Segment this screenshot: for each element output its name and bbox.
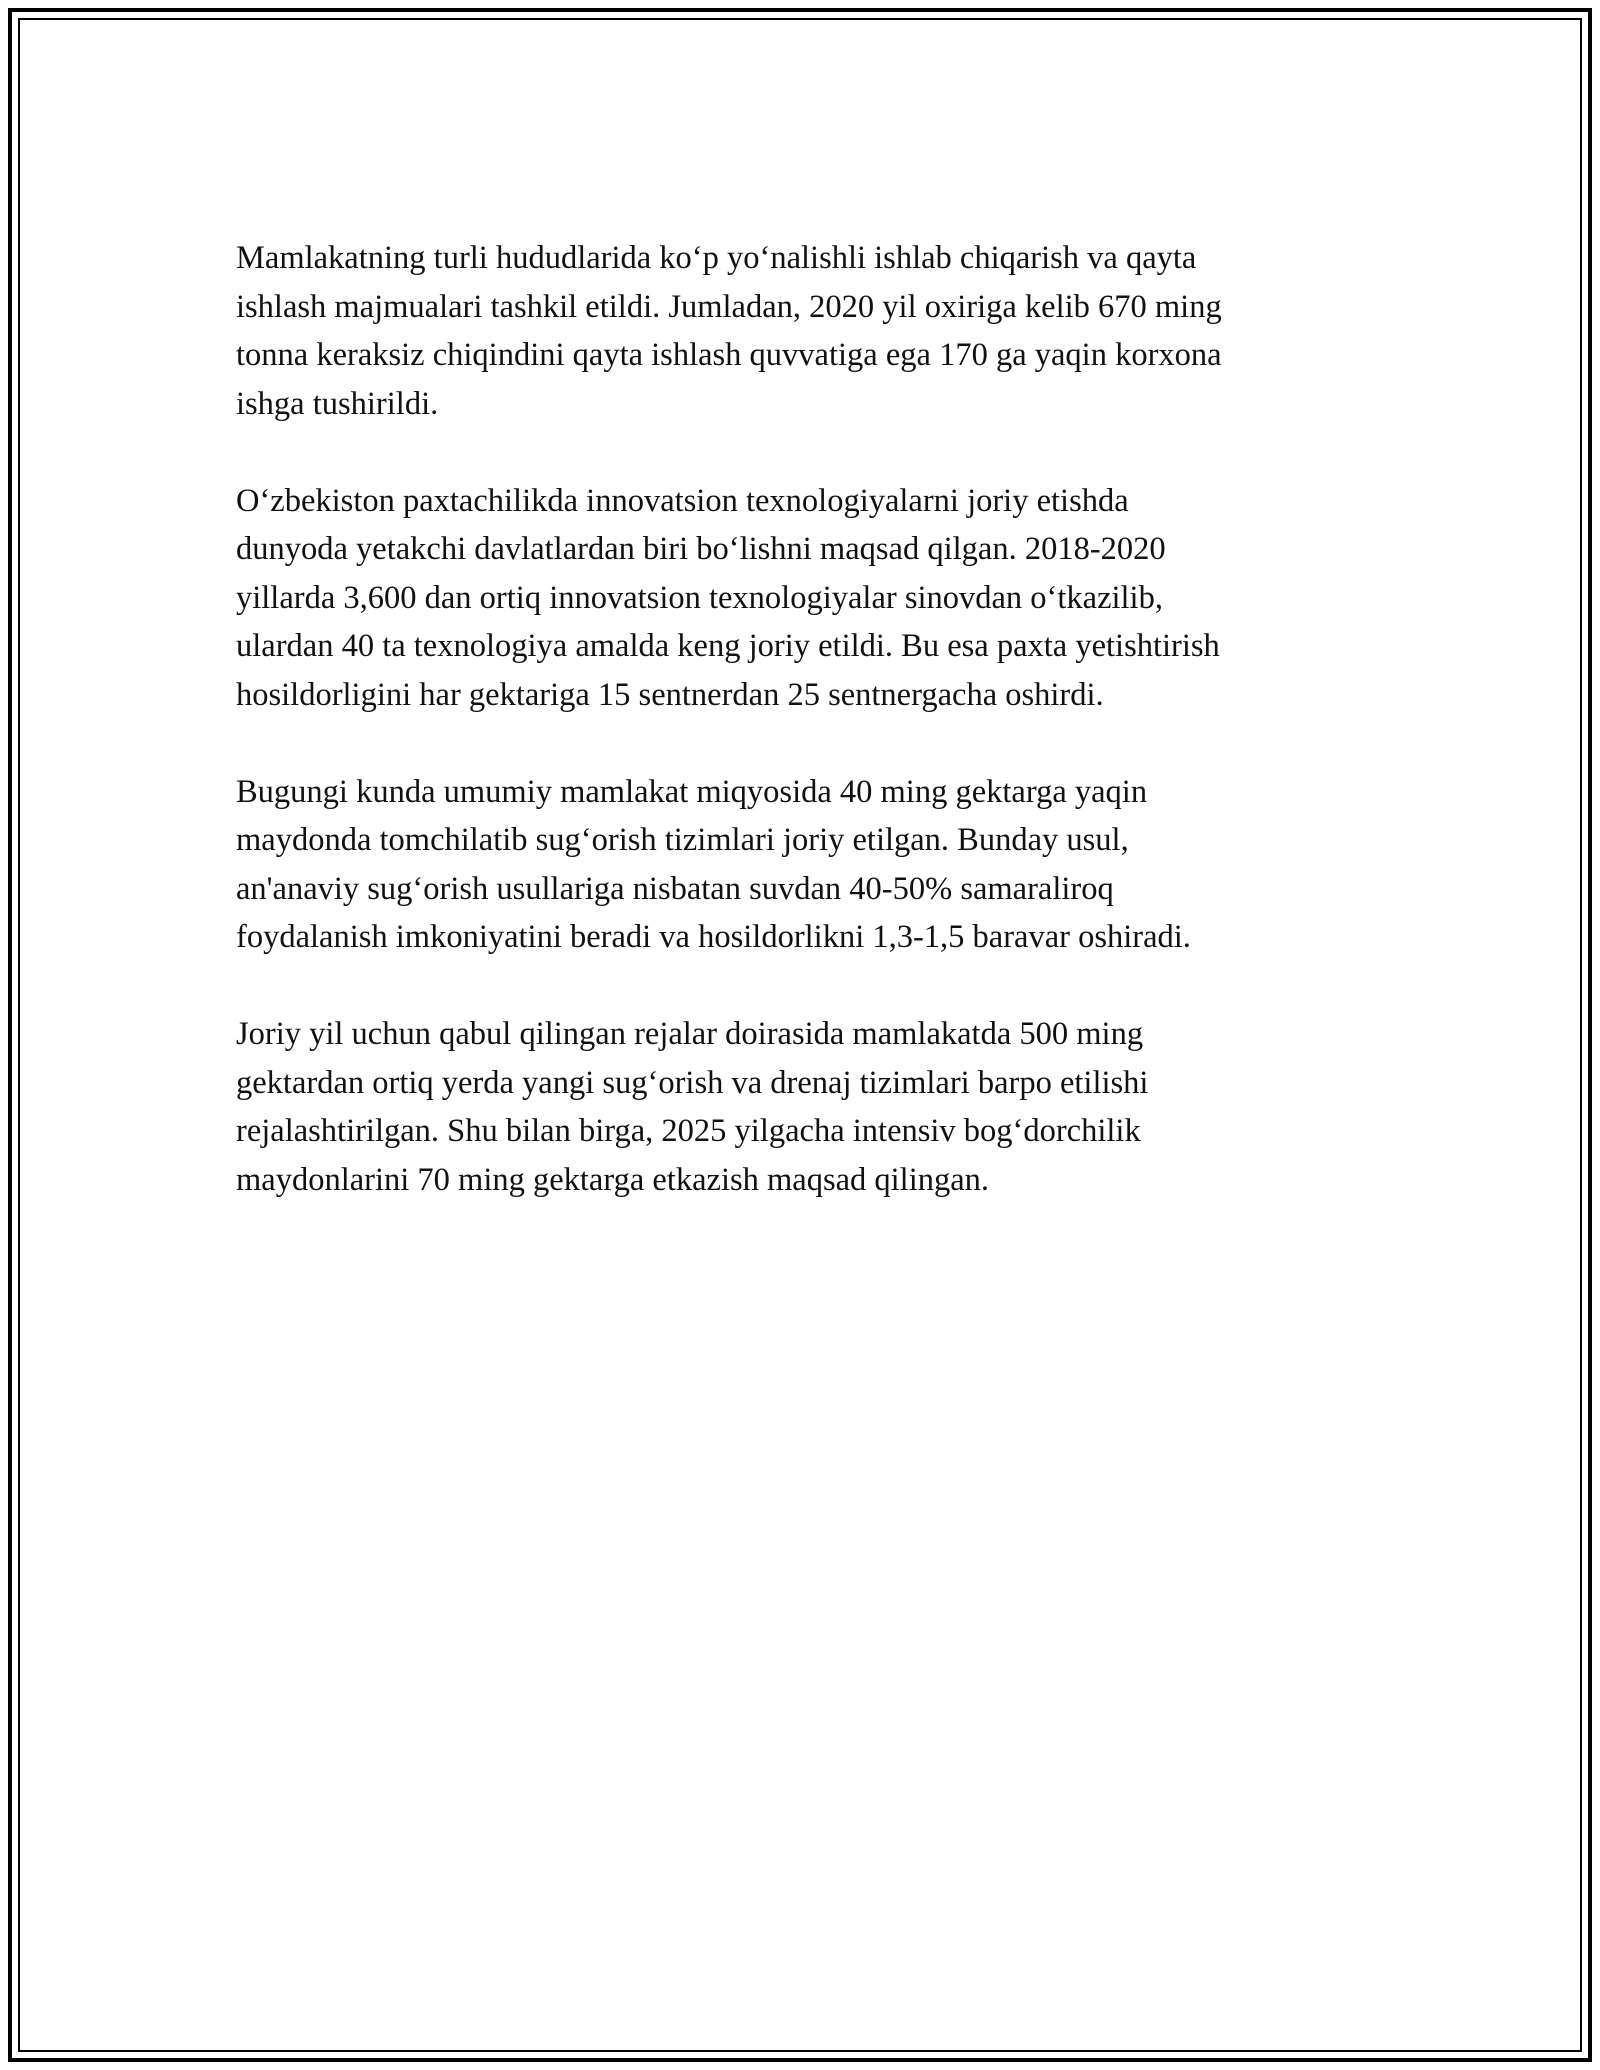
text-line: Oʻzbekiston paxtachilikda innovatsion texnologiyalarni joriy etishda [236,482,1129,519]
paragraph-1 [236,234,1386,428]
text-line: rejalashtirilgan. Shu bilan birga, 2025 yilgacha intensiv bogʻdorchilik [236,1113,1141,1149]
text-line: Bugungi kunda umumiy mamlakat miqyosida 40 ming gektarga yaqin [236,773,1148,810]
text-line: Mamlakatning turli hududlarida koʻp yoʻnalishli ishlab chiqarish va qayta [236,240,1197,276]
text-line: gektardan ortiq yerda yangi sugʻorish va drenaj tizimlari barpo etilishi [236,1064,1149,1101]
paragraph-4 [236,1010,1386,1204]
text-line: yillarda 3,600 dan ortiq innovatsion texnologiyalar sinovdan oʻtkazilib, [236,579,1163,616]
text-line: ishga tushirildi. [236,385,439,422]
text-line: tonna keraksiz chiqindini qayta ishlash quvvatiga ega 170 ga yaqin korxona [236,337,1222,373]
text-line: maydonda tomchilatib sugʻorish tizimlari joriy etilgan. Bunday usul, [236,822,1129,858]
text-line: ishlash majmualari tashkil etildi. Jumladan, 2020 yil oxiriga kelib 670 ming [236,288,1222,325]
paragraph-3 [236,768,1386,962]
document-body [236,234,1386,1253]
text-line: ulardan 40 ta texnologiya amalda keng joriy etildi. Bu esa paxta yetishtirish [236,628,1220,664]
text-line: Joriy yil uchun qabul qilingan rejalar doirasida mamlakatda 500 ming [236,1016,1144,1052]
text-line: an'anaviy sugʻorish usullariga nisbatan suvdan 40-50% samaraliroq [236,870,1114,907]
text-line: hosildorligini har gektariga 15 sentnerdan 25 sentnergacha oshirdi. [236,676,1104,713]
text-line: dunyoda yetakchi davlatlardan biri boʻlishni maqsad qilgan. 2018-2020 [236,531,1166,567]
text-line: maydonlarini 70 ming gektarga etkazish maqsad qilingan. [236,1161,990,1198]
paragraph-2 [236,477,1386,720]
text-line: foydalanish imkoniyatini beradi va hosildorlikni 1,3-1,5 baravar oshiradi. [236,919,1191,955]
